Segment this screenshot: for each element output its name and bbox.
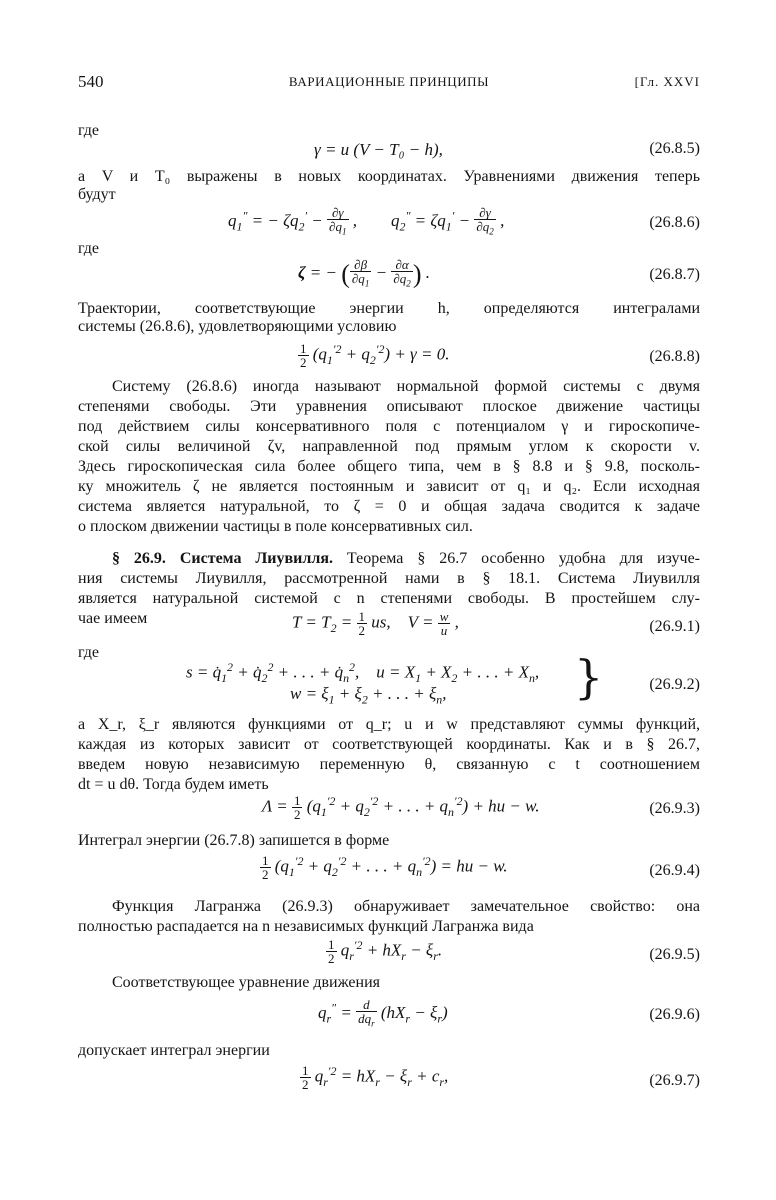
equation-26-9-3: Λ = $\frac{1}{2}$ ($q_1^{'2} + q_2^{'2}$ + . . . + $q_n^{'2}$) + hu − w. bbox=[262, 793, 540, 823]
equation-26-9-4: $\frac{1}{2}$ ($q_1^{'2} + q_2^{'2}$ + . . . + $q_n^{'2}$) = hu − w. bbox=[262, 853, 508, 883]
paragraph-3-line-3: под действием силы консервативного поля с потенциалом γ и гироскопиче- bbox=[78, 418, 700, 435]
paragraph-9-line-1: допускает интеграл энергии bbox=[78, 1042, 270, 1059]
paragraph-3-line-4: ской силы величиной ζv, направленной под прямым углом к скорости v. bbox=[78, 438, 700, 455]
paragraph-7-line-2: полностью распадается на n независимых функций Лагранжа вида bbox=[78, 918, 534, 935]
paragraph-1-line-2: будут bbox=[78, 186, 116, 203]
equation-number-26-8-5: (26.8.5) bbox=[649, 140, 700, 157]
paragraph-3-line-7: система является натуральной, то ζ = 0 и общая задача сводится к задаче bbox=[78, 498, 700, 515]
equation-26-8-5: γ = u (V − T₀ − h), bbox=[314, 140, 443, 159]
text-where-2: где bbox=[78, 240, 100, 257]
equation-26-9-2-line-2: $w = \xi_1 + \xi_2$ + . . . + $\xi_n$, bbox=[290, 684, 447, 707]
section-heading: § 26.9. Система Лиувилля. bbox=[112, 550, 333, 567]
equation-26-9-2-line-1: $s = q̇_1^2$ + $q̇_2^2$ + . . . + $q̇_n^2$, $u = X_1 + X_2$ + . . . + $X_n$, bbox=[186, 660, 540, 686]
equation-26-8-8: $\frac{1}{2}$ $(q_1^{'2} + q_2^{'2}) + \gamma = 0$. bbox=[300, 341, 450, 371]
paragraph-8-line-1: Соответствующее уравнение движения bbox=[112, 974, 381, 991]
section-26-9-line-1 bbox=[112, 548, 700, 570]
equation-number-26-8-7: (26.8.7) bbox=[649, 266, 700, 283]
equation-number-26-9-6: (26.9.6) bbox=[649, 1006, 700, 1023]
paragraph-3-line-5: Здесь гироскопическая сила более общего типа, чем в § 8.8 и § 9.8, посколь- bbox=[78, 458, 700, 475]
equation-number-26-8-6: (26.8.6) bbox=[649, 214, 700, 231]
paragraph-4-line-4: чае имеем bbox=[78, 610, 148, 627]
paragraph-3-line-6: ку множитель ζ не является постоянным и зависит от q₁ и q₂. Если исходная bbox=[78, 478, 700, 495]
paragraph-4-line-3: является натуральной системой с n степенями свободы. В простейшем слу- bbox=[78, 590, 700, 607]
equation-26-9-5: $\frac{1}{2}$ $q_r^{'2} + hX_r - \xi_r$. bbox=[328, 937, 443, 967]
equation-number-26-9-2: (26.9.2) bbox=[649, 676, 700, 693]
right-brace: } bbox=[574, 650, 604, 704]
equation-26-9-1: $T = T_2$ = $\frac{1}{2}$ us, V = $\frac{w}{u}$ , bbox=[292, 609, 459, 638]
paragraph-5-line-3: введем новую независимую переменную θ, связанную с t соотношением bbox=[78, 756, 700, 773]
paragraph-4-line-2: ния системы Лиувилля, рассмотренной нами в § 18.1. Система Лиувилля bbox=[78, 570, 700, 587]
equation-26-9-7: $\frac{1}{2}$ $q_r^{'2} = hX_r - \xi_r + c_r$, bbox=[302, 1063, 449, 1093]
paragraph-3-line-8: о плоском движении частицы в поле консервативных сил. bbox=[78, 518, 473, 535]
paragraph-6-line-1: Интеграл энергии (26.7.8) запишется в форме bbox=[78, 832, 390, 849]
equation-number-26-8-8: (26.8.8) bbox=[649, 348, 700, 365]
running-title: ВАРИАЦИОННЫЕ ПРИНЦИПЫ bbox=[288, 74, 490, 89]
paragraph-5-line-1: а X_r, ξ_r являются функциями от q_r; u и w представляют суммы функций, bbox=[78, 716, 700, 733]
equation-number-26-9-7: (26.9.7) bbox=[649, 1072, 700, 1089]
equation-number-26-9-1: (26.9.1) bbox=[649, 618, 700, 635]
paragraph-2-line-2: системы (26.8.6), удовлетворяющими условию bbox=[78, 318, 397, 335]
page-number: 540 bbox=[78, 72, 104, 91]
running-header bbox=[78, 72, 700, 96]
equation-26-9-6: $q_r''$ = $\frac{d}{dq_r}$ $(hX_r - \xi_r)$ bbox=[318, 997, 448, 1029]
paragraph-3-line-1: Систему (26.8.6) иногда называют нормальной формой системы с двумя bbox=[112, 378, 700, 395]
text-where-1: где bbox=[78, 122, 100, 139]
paragraph-3-line-2: степенями свободы. Эти уравнения описывают плоское движение частицы bbox=[78, 398, 700, 415]
equation-26-8-6: $q_1''$ = − $\zeta q_2'$ − $\frac{\partial\gamma}{\partial q_1}$ , $q_2'' = \zeta q_1'$ − $\frac{\partial\gamma}{\partial q_2}$ , bbox=[228, 205, 505, 237]
paragraph-5-line-2: каждая из которых зависит от соответствующей координаты. Как и в § 26.7, bbox=[78, 736, 700, 753]
equation-number-26-9-4: (26.9.4) bbox=[649, 862, 700, 879]
paragraph-1-line-1: а V и T₀ выражены в новых координатах. Уравнениями движения теперь bbox=[78, 168, 700, 185]
text-where-3: где bbox=[78, 644, 100, 661]
paragraph-5-line-4: dt = u dθ. Тогда будем иметь bbox=[78, 776, 269, 793]
chapter-label: [Гл. XXVI bbox=[634, 74, 700, 89]
equation-26-8-7: ζ = − ( $\frac{\partial\beta}{\partial q_1}$ − $\frac{\partial\alpha}{\partial q_2}$ ) . bbox=[298, 257, 430, 289]
equation-number-26-9-5: (26.9.5) bbox=[649, 946, 700, 963]
paragraph-7-line-1: Функция Лагранжа (26.9.3) обнаруживает замечательное свойство: она bbox=[112, 898, 700, 915]
paragraph-2-line-1: Траектории, соответствующие энергии h, определяются интегралами bbox=[78, 300, 700, 317]
section-26-9-line-1-text: Теорема § 26.7 особенно удобна для изуче- bbox=[346, 550, 701, 567]
equation-number-26-9-3: (26.9.3) bbox=[649, 800, 700, 817]
